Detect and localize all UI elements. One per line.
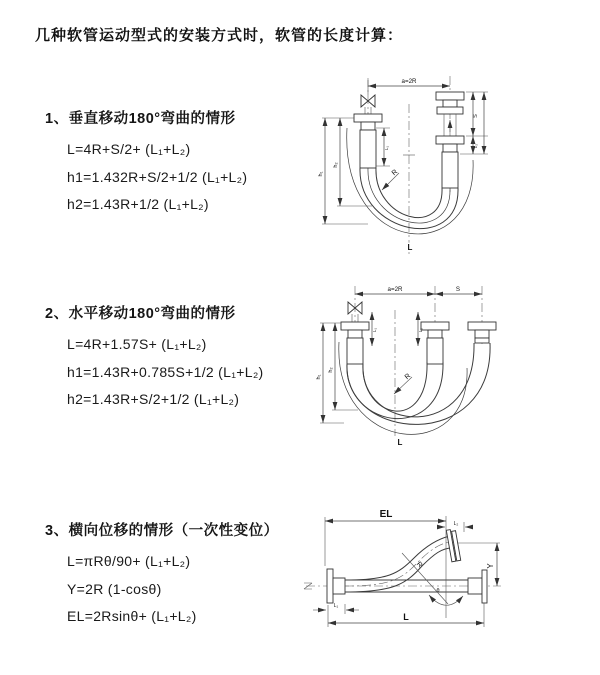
dim-label-a2r: a=2R: [387, 286, 403, 293]
dim-label-s: S: [473, 114, 479, 118]
page-title: 几种软管运动型式的安装方式时，软管的长度计算：: [35, 27, 404, 44]
right-pipe-flanges: [436, 92, 464, 188]
formula-line: h2=1.43R+1/2 (L₁+L₂): [67, 196, 209, 212]
dimension-a2r: [355, 286, 435, 294]
fitting-dimensions: [372, 312, 423, 346]
dim-label-h2: h₂: [328, 367, 334, 373]
formula-line: Y=2R (1-cosθ): [67, 580, 162, 597]
dim-label-h2: h₂: [333, 162, 339, 168]
dimension-l1: [313, 603, 359, 614]
dimension-l: [328, 603, 484, 627]
left-pipe-flange: [354, 114, 382, 168]
dim-label-radius-r: R: [390, 168, 400, 178]
formula-line: h1=1.43R+0.785S+1/2 (L₁+L₂): [67, 363, 264, 380]
dim-label-radius-r: R: [403, 372, 413, 382]
dim-label-s: S: [455, 286, 461, 293]
dim-label-h1: h₁: [318, 171, 324, 177]
dimension-s: [435, 286, 482, 294]
section-3-heading: 3、横向位移的情形（一次性变位）: [45, 523, 279, 539]
section-2-formulas: [45, 331, 264, 414]
dimension-el: [325, 509, 446, 618]
dim-label-length-l: L: [407, 243, 413, 252]
formula-line: EL=2Rsinθ+ (L₁+L₂): [67, 608, 197, 624]
left-pipe-flange: [341, 322, 369, 364]
displaced-pipe-flange: [468, 322, 496, 343]
radius-leader: [382, 169, 399, 190]
dim-label-l1: L₁: [384, 145, 389, 151]
dim-label-el: EL: [379, 509, 393, 520]
formula-line: L=πRθ/90+ (L₁+L₂): [67, 553, 191, 569]
fitting-dimension-l1: [376, 128, 390, 166]
dim-label-l1: L₁: [372, 327, 377, 333]
diagram-vertical-180-bend: [310, 70, 600, 260]
dim-label-a2r: a=2R: [401, 78, 417, 85]
dim-label-y: Y: [486, 563, 495, 569]
dim-label-theta: θ: [436, 588, 440, 594]
formula-line: h1=1.432R+S/2+1/2 (L₁+L₂): [67, 168, 248, 185]
dim-label-l1: L₁: [333, 603, 339, 609]
s-curve-hose: [345, 536, 452, 592]
dim-label-length-l: L: [403, 612, 409, 622]
dim-label-radius-r: R: [414, 560, 424, 570]
left-flange: [327, 569, 345, 603]
diagram-horizontal-180-bend: [310, 280, 600, 460]
section-3-formulas: [45, 548, 279, 631]
section-2-heading: 2、水平移动180°弯曲的情形: [45, 306, 236, 322]
dimension-a2r: [368, 78, 450, 86]
dim-label-h1: h₁: [316, 374, 322, 380]
section-horizontal-movement: [45, 302, 264, 414]
formula-line: L=4R+1.57S+ (L₁+L₂): [67, 336, 207, 352]
middle-pipe-flange: [421, 322, 449, 364]
stroke-dimension-s: [460, 92, 488, 154]
section-1-formulas: [45, 136, 247, 219]
section-vertical-movement: [45, 107, 247, 219]
diagram-lateral-displacement: [300, 500, 600, 660]
formula-line: h2=1.43R+S/2+1/2 (L₁+L₂): [67, 391, 240, 407]
right-flange-original: [468, 570, 487, 603]
section-1-heading: 1、垂直移动180°弯曲的情形: [45, 111, 236, 127]
dim-label-l2: L₂: [473, 143, 478, 149]
section-lateral-displacement: [45, 519, 279, 631]
dim-label-l2: L₂: [453, 521, 459, 527]
dim-label-length-l: L: [397, 438, 403, 447]
formula-line: L=4R+S/2+ (L₁+L₂): [67, 141, 191, 157]
upper-flange-displaced: [446, 529, 460, 562]
dim-label-l2: L₂: [418, 327, 423, 333]
radius-leader: [394, 373, 412, 394]
